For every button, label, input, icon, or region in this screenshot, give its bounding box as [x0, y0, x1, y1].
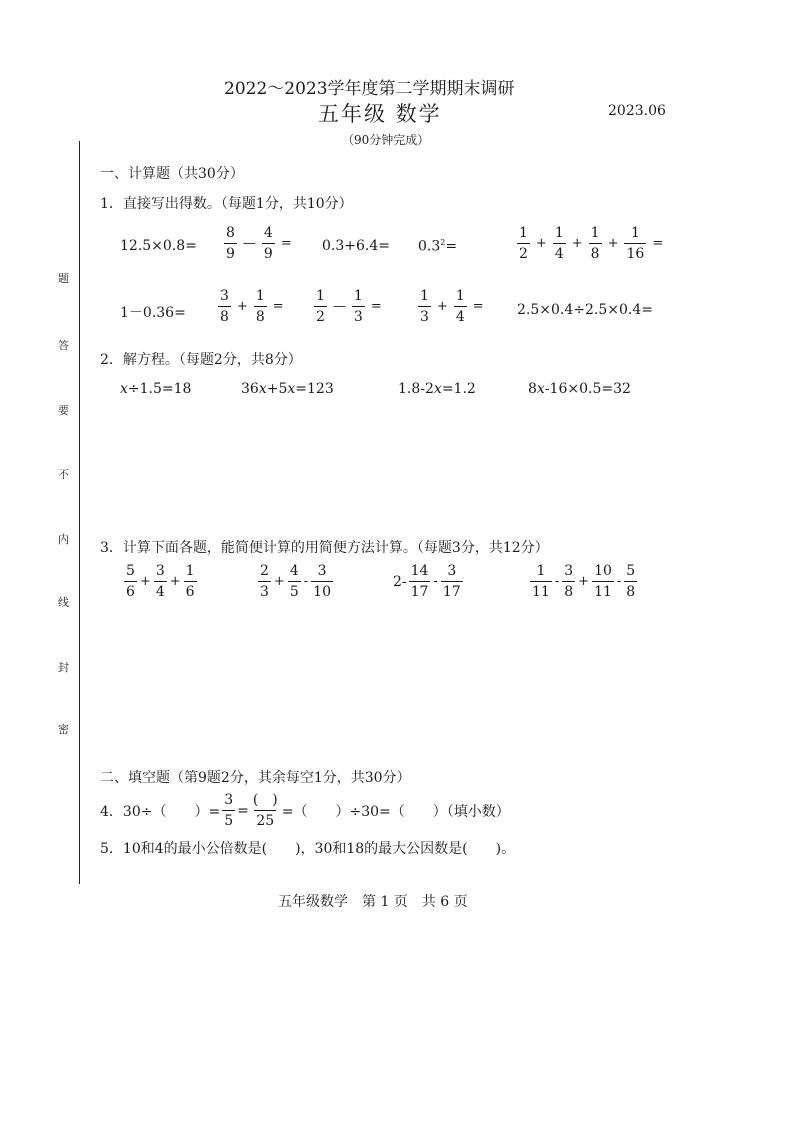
- seal-char: 不: [58, 468, 69, 481]
- q1-item-b: $\frac{8}{9}$ — $\frac{4}{9}$ =: [226, 225, 292, 262]
- section-2-heading: 二、填空题（第9题2分，其余每空1分，共30分）: [100, 770, 411, 786]
- seal-char: 线: [58, 596, 69, 609]
- exam-date: 2023.06: [608, 103, 666, 119]
- page-footer: 五年级数学 第 1 页 共 6 页: [278, 894, 468, 910]
- q1-item-c: 0.3+6.4=: [322, 238, 390, 254]
- q3-item-d: $\frac{1}{11}$ - $\frac{3}{8}$ + $\frac{10}{11}$ - $\frac{5}{8}$: [532, 563, 636, 600]
- q2-equation-4: 8x-16×0.5=32: [528, 381, 631, 397]
- q1-item-f: 1－0.36=: [120, 305, 186, 321]
- exam-subtitle: 五年级 数学: [318, 102, 442, 126]
- q1-item-a: 12.5×0.8=: [120, 238, 197, 254]
- q2-label: 2．解方程。（每题2分，共8分）: [100, 352, 302, 368]
- q3-label: 3．计算下面各题，能简便计算的用简便方法计算。（每题3分，共12分）: [100, 540, 549, 556]
- q1-item-h: $\frac{1}{2}$ — $\frac{1}{3}$ =: [316, 288, 382, 325]
- seal-char: 答: [58, 339, 69, 352]
- seal-line: [79, 141, 80, 884]
- q2-equation-1: x÷1.5=18: [120, 381, 192, 397]
- exam-duration: （90分钟完成）: [342, 133, 430, 147]
- q5-fill-blank: 5．10和4的最小公倍数是( )，30和18的最大公因数是( )。: [100, 841, 516, 857]
- q3-item-b: $\frac{2}{3}$ + $\frac{4}{5}$ - $\frac{3}{10}$: [260, 563, 331, 600]
- q3-item-c: 2- $\frac{14}{17}$ - $\frac{3}{17}$: [393, 563, 461, 600]
- q1-item-j: 2.5×0.4÷2.5×0.4=: [517, 302, 653, 318]
- q1-item-e: $\frac{1}{2}$ + $\frac{1}{4}$ + $\frac{1}{8}$ + $\frac{1}{16}$ =: [519, 225, 664, 262]
- q1-label: 1．直接写出得数。（每题1分，共10分）: [100, 196, 353, 212]
- q3-item-a: $\frac{5}{6}$ + $\frac{3}{4}$ + $\frac{1}{6}$: [126, 563, 195, 600]
- exam-title: 2022～2023学年度第二学期期末调研: [224, 79, 515, 99]
- q4-fill-blank: 4．30÷（ ）= $\frac{3}{5}$ = $\frac{( )}{25}$ =（ ）÷30=（ ）（填小数）: [100, 792, 510, 829]
- q1-item-d: $0.3^2=$: [418, 238, 458, 255]
- seal-char: 内: [58, 533, 69, 546]
- seal-char: 要: [58, 404, 69, 417]
- q1-item-i: $\frac{1}{3}$ + $\frac{1}{4}$ =: [420, 288, 484, 325]
- seal-char: 密: [58, 723, 69, 736]
- q1-item-g: $\frac{3}{8}$ + $\frac{1}{8}$ =: [220, 288, 284, 325]
- seal-char: 封: [58, 661, 69, 674]
- q2-equation-2: 36x+5x=123: [241, 381, 334, 397]
- q2-equation-3: 1.8-2x=1.2: [398, 381, 476, 397]
- seal-char: 题: [58, 272, 69, 285]
- section-1-heading: 一、计算题（共30分）: [100, 166, 244, 182]
